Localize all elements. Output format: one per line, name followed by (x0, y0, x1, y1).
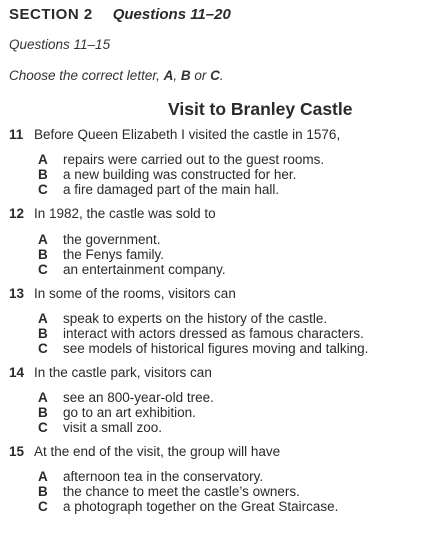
option-text: visit a small zoo. (63, 420, 163, 435)
option-letter: A (38, 390, 48, 405)
instruction-suffix: . (219, 68, 224, 83)
subheading: Questions 11–15 (9, 37, 111, 52)
option-letter: A (38, 232, 48, 247)
question-text: In 1982, the castle was sold to (34, 206, 216, 221)
question-number: 15 (9, 444, 25, 459)
option-text: a new building was constructed for her. (63, 167, 297, 182)
option-text: a fire damaged part of the main hall. (63, 182, 280, 197)
option-text: see an 800-year-old tree. (63, 390, 214, 405)
option-letter: C (38, 341, 48, 356)
option-text: see models of historical figures moving and talking. (63, 341, 369, 356)
question-text: In the castle park, visitors can (34, 365, 212, 380)
page-title: Visit to Branley Castle (168, 99, 353, 119)
section-heading (9, 6, 231, 23)
option-letter: B (38, 405, 48, 420)
section-label: SECTION 2 (9, 6, 93, 23)
instruction-prefix: Choose the correct letter, (9, 68, 164, 83)
option-letter: C (38, 420, 48, 435)
option-letter: B (38, 167, 48, 182)
question-number: 14 (9, 365, 25, 380)
instruction-letter-a: A (163, 68, 174, 83)
instruction-letter-c: C (210, 68, 220, 83)
option-text: repairs were carried out to the guest rooms. (63, 152, 325, 167)
option-letter: A (38, 311, 48, 326)
question-text: At the end of the visit, the group will have (34, 444, 281, 459)
option-letter: B (38, 247, 48, 262)
option-text: go to an art exhibition. (63, 405, 196, 420)
option-letter: A (38, 152, 48, 167)
option-text: a photograph together on the Great Staircase. (63, 499, 339, 514)
questions-range: Questions 11–20 (112, 6, 231, 23)
option-letter: A (38, 469, 48, 484)
option-text: interact with actors dressed as famous characters. (63, 326, 364, 341)
instruction-sep2: or (190, 68, 211, 83)
question-number: 13 (9, 286, 25, 301)
option-text: the Fenys family. (63, 247, 165, 262)
question-number: 12 (9, 206, 25, 221)
question-text: Before Queen Elizabeth I visited the castle in 1576, (34, 127, 341, 142)
option-letter: C (38, 262, 48, 277)
option-letter: C (38, 499, 48, 514)
instruction (9, 68, 224, 83)
option-letter: B (38, 484, 48, 499)
option-text: an entertainment company. (63, 262, 226, 277)
option-text: the government. (63, 232, 161, 247)
option-text: speak to experts on the history of the castle. (63, 311, 328, 326)
instruction-letter-b: B (180, 68, 191, 83)
option-letter: C (38, 182, 48, 197)
option-text: afternoon tea in the conservatory. (63, 469, 264, 484)
instruction-sep1: , (173, 68, 181, 83)
question-text: In some of the rooms, visitors can (34, 286, 236, 301)
option-letter: B (38, 326, 48, 341)
option-text: the chance to meet the castle’s owners. (63, 484, 300, 499)
question-number: 11 (9, 127, 24, 142)
